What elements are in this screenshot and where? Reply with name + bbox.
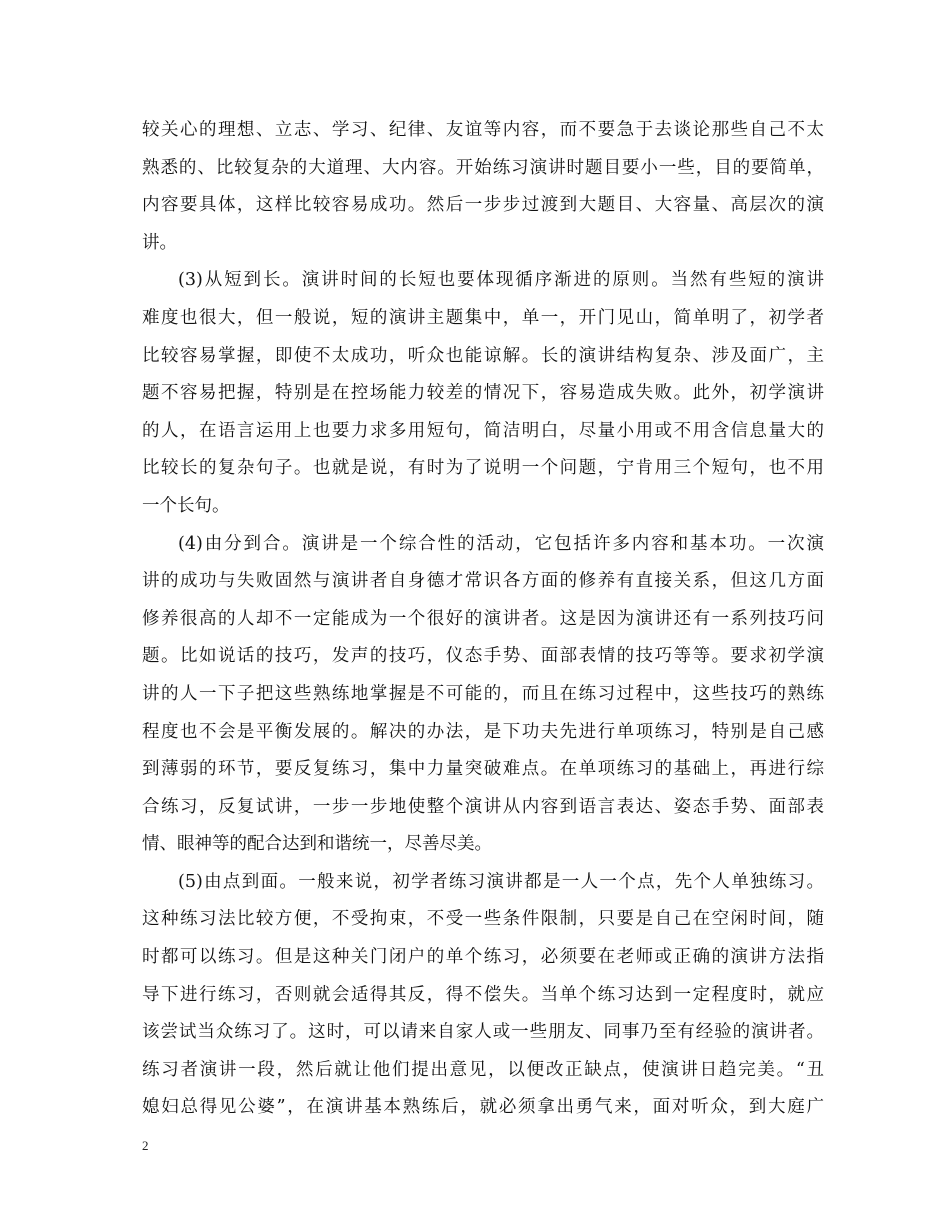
text-line: 讲。	[142, 232, 177, 253]
text-line: 情、眼神等的配合达到和谐统一，尽善尽美。	[142, 834, 492, 855]
text-line: 熟悉的、比较复杂的大道理、大内容。开始练习演讲时题目要小一些，目的要简单，	[142, 157, 824, 178]
text-line: 较关心的理想、立志、学习、纪律、友谊等内容，而不要急于去谈论那些自己不太	[142, 120, 824, 140]
paragraph-3	[142, 526, 824, 864]
text-line: 的人，在语言运用上也要力求多用短句，简洁明白，尽量小用或不用含信息量大的	[142, 420, 824, 441]
text-line: 该尝试当众练习了。这时，可以请来自家人或一些朋友、同事乃至有经验的演讲者。	[142, 1022, 824, 1043]
text-line: 比较长的复杂句子。也就是说，有时为了说明一个问题，宁肯用三个短句，也不用	[142, 458, 824, 479]
text-line: (3)从短到长。演讲时间的长短也要体现循序渐进的原则。当然有些短的演讲	[178, 270, 824, 291]
text-line: 这种练习法比较方便，不受拘束，不受一些条件限制，只要是自己在空闲时间，随	[142, 909, 824, 930]
page-number: 2	[142, 1138, 149, 1153]
text-line: 合练习，反复试讲，一步一步地使整个演讲从内容到语言表达、姿态手势、面部表	[142, 796, 824, 817]
text-line: 练习者演讲一段，然后就让他们提出意见，以便改正缺点，使演讲日趋完美。“丑	[142, 1059, 824, 1080]
text-line: 一个长句。	[142, 495, 230, 516]
document-body	[142, 112, 824, 1127]
text-line: (4)由分到合。演讲是一个综合性的活动，它包括许多内容和基本功。一次演	[178, 533, 824, 554]
text-line: 媳妇总得见公婆”，在演讲基本熟练后，就必须拿出勇气来，面对听众，到大庭广	[142, 1097, 824, 1118]
text-line: 比较容易掌握，即使不太成功，听众也能谅解。长的演讲结构复杂、涉及面广，主	[142, 345, 824, 366]
text-line: 题不容易把握，特别是在控场能力较差的情况下，容易造成失败。此外，初学演讲	[142, 383, 824, 404]
text-line: 内容要具体，这样比较容易成功。然后一步步过渡到大题目、大容量、高层次的演	[142, 195, 824, 216]
text-line: 时都可以练习。但是这种关门闭户的单个练习，必须要在老师或正确的演讲方法指	[142, 947, 824, 968]
text-line: 修养很高的人却不一定能成为一个很好的演讲者。这是因为演讲还有一系列技巧问	[142, 608, 824, 629]
text-line: 程度也不会是平衡发展的。解决的办法，是下功夫先进行单项练习，特别是自己感	[142, 721, 824, 742]
text-line: (5)由点到面。一般来说，初学者练习演讲都是一人一个点，先个人单独练习。	[178, 871, 824, 892]
text-line: 讲的人一下子把这些熟练地掌握是不可能的，而且在练习过程中，这些技巧的熟练	[142, 683, 824, 704]
text-line: 导下进行练习，否则就会适得其反，得不偿失。当单个练习达到一定程度时，就应	[142, 984, 824, 1005]
paragraph-1	[142, 112, 824, 262]
text-line: 讲的成功与失败固然与演讲者自身德才常识各方面的修养有直接关系，但这几方面	[142, 571, 824, 592]
text-line: 到薄弱的环节，要反复练习，集中力量突破难点。在单项练习的基础上，再进行综	[142, 759, 824, 780]
text-line: 题。比如说话的技巧，发声的技巧，仪态手势、面部表情的技巧等等。要求初学演	[142, 646, 824, 667]
text-line: 难度也很大，但一般说，短的演讲主题集中，单一，开门见山，简单明了，初学者	[142, 307, 824, 328]
paragraph-4	[142, 864, 824, 1127]
paragraph-2	[142, 262, 824, 525]
